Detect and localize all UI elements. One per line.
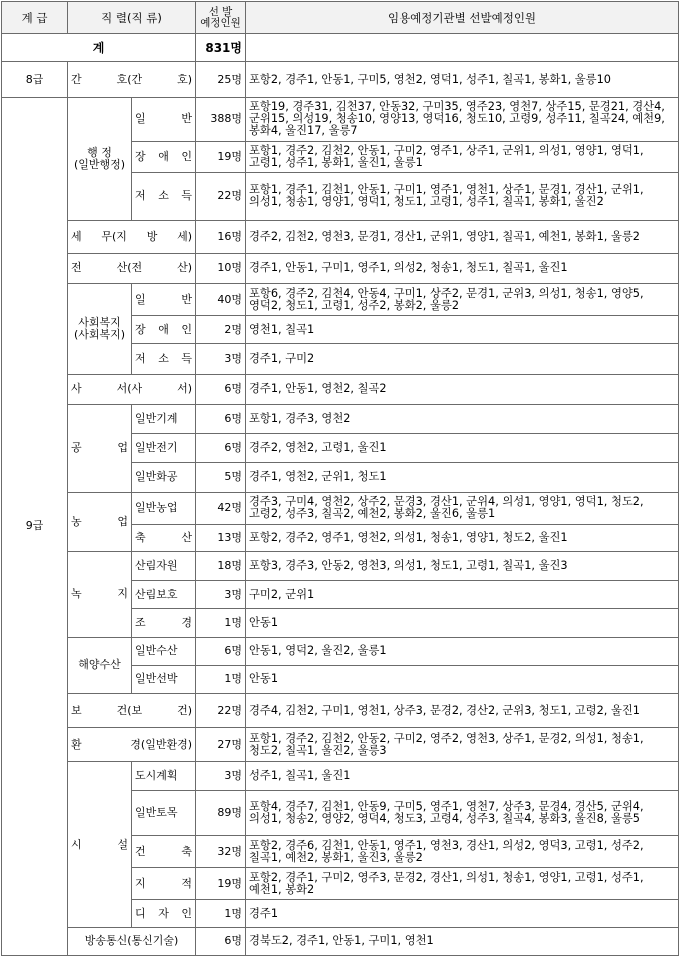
count-cell: 3명 <box>196 581 246 609</box>
table-row <box>2 762 679 790</box>
subseries-cell: 디 자 인 <box>132 900 196 927</box>
subseries-cell: 산림자원 <box>132 551 196 580</box>
agencies-cell: 경주1, 안동1, 영천2, 칠곡2 <box>246 374 679 404</box>
agencies-cell: 경주2, 영천2, 고령1, 울진1 <box>246 434 679 463</box>
count-cell: 6명 <box>196 637 246 665</box>
series-cell: 녹 지 <box>68 551 132 637</box>
count-cell: 13명 <box>196 524 246 551</box>
agencies-cell: 경주2, 김천2, 영천3, 문경1, 경산1, 군위1, 영양1, 칠곡1, 예천1, 봉화1, 울릉2 <box>246 220 679 253</box>
count-cell: 1명 <box>196 900 246 927</box>
series-cell: 해양수산 <box>68 637 132 693</box>
total-row <box>2 34 679 62</box>
series-cell: 보 건(보 건) <box>68 693 196 727</box>
agencies-cell: 성주1, 칠곡1, 울진1 <box>246 762 679 790</box>
count-cell: 5명 <box>196 463 246 492</box>
header-count: 선 발 예정인원 <box>196 2 246 34</box>
subseries-cell: 도시계획 <box>132 762 196 790</box>
agencies-cell: 안동1 <box>246 665 679 693</box>
agencies-cell: 안동1, 영덕2, 울진2, 울릉1 <box>246 637 679 665</box>
count-cell: 10명 <box>196 253 246 283</box>
agencies-cell: 영천1, 칠곡1 <box>246 316 679 344</box>
header-agencies: 임용예정기관별 선발예정인원 <box>246 2 679 34</box>
count-cell: 19명 <box>196 868 246 900</box>
agencies-cell: 안동1 <box>246 609 679 637</box>
header-grade: 계 급 <box>2 2 68 34</box>
table-row <box>2 404 679 433</box>
series-cell: 전 산(전 산) <box>68 253 196 283</box>
subseries-cell: 일반기계 <box>132 404 196 433</box>
series-cell: 사 서(사 서) <box>68 374 196 404</box>
agencies-cell: 포항2, 경주6, 김천1, 안동1, 영주1, 영천3, 경산1, 의성2, 영덕3, 고령1, 성주2, 칠곡1, 예천2, 봉화1, 울진3, 울릉2 <box>246 835 679 867</box>
subseries-cell: 일반수산 <box>132 637 196 665</box>
count-cell: 22명 <box>196 693 246 727</box>
table-row <box>2 97 679 141</box>
count-cell: 25명 <box>196 62 246 97</box>
count-cell: 6명 <box>196 404 246 433</box>
subseries-cell: 일반화공 <box>132 463 196 492</box>
series-cell: 공 업 <box>68 404 132 492</box>
table-row <box>2 220 679 253</box>
grade-8: 8급 <box>2 62 68 97</box>
series-cell: 세 무(지 방 세) <box>68 220 196 253</box>
table-row <box>2 62 679 97</box>
table-row <box>2 728 679 762</box>
agencies-cell: 포항2, 경주2, 영주1, 영천2, 의성1, 청송1, 영양1, 청도2, 울진1 <box>246 524 679 551</box>
agencies-cell: 경주1, 구미2 <box>246 344 679 374</box>
subseries-cell: 조 경 <box>132 609 196 637</box>
subseries-cell: 일반전기 <box>132 434 196 463</box>
subseries-cell: 장 애 인 <box>132 142 196 173</box>
series-cell: 시 설 <box>68 762 132 927</box>
table-header-row <box>2 2 679 34</box>
count-cell: 2명 <box>196 316 246 344</box>
agencies-cell: 구미2, 군위1 <box>246 581 679 609</box>
agencies-cell: 포항1, 경주2, 김천2, 안동2, 구미2, 영주2, 영천3, 상주1, 문경2, 의성1, 청송1, 청도2, 칠곡1, 울진2, 울릉3 <box>246 728 679 762</box>
count-cell: 6명 <box>196 374 246 404</box>
agencies-cell: 포항1, 경주1, 김천1, 안동1, 구미1, 영주1, 영천1, 상주1, 문경1, 경산1, 군위1, 의성1, 청송1, 영양1, 영덕1, 청도1, 고령1, 성주1, 칠곡1, 봉화1, 울진2 <box>246 173 679 220</box>
agencies-cell: 경주1, 안동1, 구미1, 영주1, 의성2, 청송1, 청도1, 칠곡1, 울진1 <box>246 253 679 283</box>
count-cell: 6명 <box>196 434 246 463</box>
subseries-cell: 축 산 <box>132 524 196 551</box>
agencies-cell: 경주3, 구미4, 영천2, 상주2, 문경3, 경산1, 군위4, 의성1, 영양1, 영덕1, 청도2, 고령2, 성주3, 칠곡2, 예천2, 봉화2, 울진6, 울릉1 <box>246 492 679 524</box>
subseries-cell: 일반선박 <box>132 665 196 693</box>
agencies-cell: 경주1 <box>246 900 679 927</box>
subseries-cell: 일 반 <box>132 97 196 141</box>
table-row <box>2 374 679 404</box>
table-row <box>2 693 679 727</box>
count-cell: 1명 <box>196 665 246 693</box>
count-cell: 27명 <box>196 728 246 762</box>
subseries-cell: 일반농업 <box>132 492 196 524</box>
table-row <box>2 284 679 316</box>
total-agencies-empty <box>246 34 679 62</box>
subseries-cell: 일 반 <box>132 284 196 316</box>
series-cell: 사회복지 (사회복지) <box>68 284 132 375</box>
count-cell: 16명 <box>196 220 246 253</box>
agencies-cell: 포항1, 경주3, 영천2 <box>246 404 679 433</box>
subseries-cell: 산림보호 <box>132 581 196 609</box>
subseries-cell: 장 애 인 <box>132 316 196 344</box>
series-cell: 환 경(일반환경) <box>68 728 196 762</box>
count-cell: 1명 <box>196 609 246 637</box>
count-cell: 32명 <box>196 835 246 867</box>
series-cell: 방송통신(통신기술) <box>68 927 196 955</box>
subseries-cell: 저 소 득 <box>132 344 196 374</box>
grade-9: 9급 <box>2 97 68 955</box>
count-cell: 388명 <box>196 97 246 141</box>
recruitment-table <box>1 1 679 956</box>
count-cell: 40명 <box>196 284 246 316</box>
agencies-cell: 포항2, 경주1, 구미2, 영주3, 문경2, 경산1, 의성1, 청송1, 영양1, 고령1, 성주1, 예천1, 봉화2 <box>246 868 679 900</box>
agencies-cell: 포항1, 경주2, 김천2, 안동1, 구미2, 영주1, 상주1, 군위1, 의성1, 영양1, 영덕1, 고령1, 성주1, 봉화1, 울진1, 울릉1 <box>246 142 679 173</box>
agencies-cell: 포항2, 경주1, 안동1, 구미5, 영천2, 영덕1, 성주1, 칠곡1, 봉화1, 울릉10 <box>246 62 679 97</box>
table-row <box>2 253 679 283</box>
agencies-cell: 포항19, 경주31, 김천37, 안동32, 구미35, 영주23, 영천7, 상주15, 문경21, 경산4, 군위15, 의성19, 청송10, 영양13, 영덕16, 청도10, 고령9, 성주11, 칠곡24, 예천9, 봉화4, 울진17, 울릉7 <box>246 97 679 141</box>
subseries-cell: 지 적 <box>132 868 196 900</box>
series-cell: 간 호(간 호) <box>68 62 196 97</box>
count-cell: 89명 <box>196 790 246 835</box>
table-row <box>2 927 679 955</box>
count-cell: 6명 <box>196 927 246 955</box>
subseries-cell: 일반토목 <box>132 790 196 835</box>
subseries-cell: 저 소 득 <box>132 173 196 220</box>
agencies-cell: 경주1, 영천2, 군위1, 청도1 <box>246 463 679 492</box>
table-row <box>2 637 679 665</box>
header-series: 직 렬(직 류) <box>68 2 196 34</box>
count-cell: 22명 <box>196 173 246 220</box>
agencies-cell: 포항6, 경주2, 김천4, 안동4, 구미1, 상주2, 문경1, 군위3, 의성1, 청송1, 영양5, 영덕2, 청도1, 고령1, 성주2, 봉화2, 울릉2 <box>246 284 679 316</box>
count-cell: 42명 <box>196 492 246 524</box>
total-label: 계 <box>2 34 196 62</box>
subseries-cell: 건 축 <box>132 835 196 867</box>
series-cell: 행 정 (일반행정) <box>68 97 132 220</box>
count-cell: 18명 <box>196 551 246 580</box>
total-count: 831명 <box>196 34 246 62</box>
agencies-cell: 경주4, 김천2, 구미1, 영천1, 상주3, 문경2, 경산2, 군위3, 청도1, 고령2, 울진1 <box>246 693 679 727</box>
table-row <box>2 492 679 524</box>
count-cell: 3명 <box>196 344 246 374</box>
count-cell: 3명 <box>196 762 246 790</box>
agencies-cell: 포항3, 경주3, 안동2, 영천3, 의성1, 청도1, 고령1, 칠곡1, 울진3 <box>246 551 679 580</box>
table-row <box>2 551 679 580</box>
agencies-cell: 경북도2, 경주1, 안동1, 구미1, 영천1 <box>246 927 679 955</box>
count-cell: 19명 <box>196 142 246 173</box>
series-cell: 농 업 <box>68 492 132 551</box>
agencies-cell: 포항4, 경주7, 김천1, 안동9, 구미5, 영주1, 영천7, 상주3, 문경4, 경산5, 군위4, 의성1, 청송2, 영양2, 영덕4, 청도3, 고령4, 성주3, 칠곡4, 봉화3, 울진8, 울릉5 <box>246 790 679 835</box>
